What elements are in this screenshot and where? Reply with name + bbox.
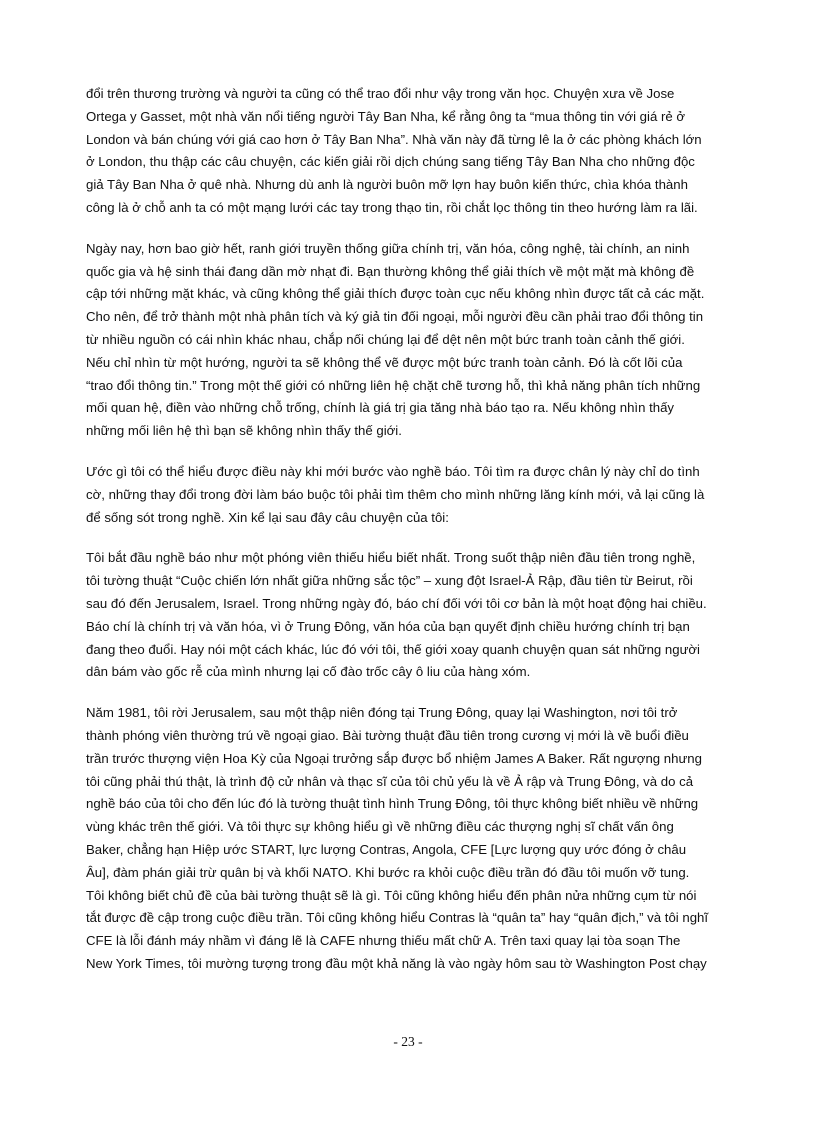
text-line: Tôi không biết chủ đề của bài tường thuật sẽ là gì. Tôi cũng không hiểu đến phân nửa những cụm từ nói xyxy=(86,887,697,903)
text-line: đổi trên thương trường và người ta cũng có thể trao đổi như vậy trong văn học. Chuyện xưa về Jose xyxy=(86,86,675,101)
text-line: Ước gì tôi có thể hiểu được điều này khi mới bước vào nghề báo. Tôi tìm ra được chân lý này chỉ do tình xyxy=(86,463,700,479)
text-line: Baker, chẳng hạn Hiệp ước START, lực lượng Contras, Angola, CFE [Lực lượng quy ước đóng ở châu xyxy=(86,841,687,857)
text-line: Nếu chỉ nhìn từ một hướng, người ta sẽ không thể vẽ được một bức tranh toàn cảnh. Đó là cốt lõi của xyxy=(86,354,683,370)
paragraph-2 xyxy=(86,238,734,443)
paragraph-4 xyxy=(86,547,734,684)
text-line: để sống sót trong nghề. Xin kể lại sau đây câu chuyện của tôi: xyxy=(86,509,449,525)
text-line: cờ, những thay đổi trong đời làm báo buộc tôi phải tìm thêm cho mình những lăng kính mới, vả lại cũng là xyxy=(86,486,705,502)
paragraph-5 xyxy=(86,702,734,976)
text-line: Âu], đàm phán giải trừ quân bị và khối NATO. Khi bước ra khỏi cuộc điều trần đó đầu tôi muốn vỡ tung. xyxy=(86,864,690,880)
page-body xyxy=(86,83,734,994)
text-line: dân bám vào gốc rễ của mình nhưng lại cố đào trốc cây ô liu của hàng xóm. xyxy=(86,664,531,680)
text-line: Tôi bắt đầu nghề báo như một phóng viên thiếu hiểu biết nhất. Trong suốt thập niên đầu tiên trong nghề, xyxy=(86,550,696,566)
text-line: giả Tây Ban Nha ở quê nhà. Nhưng dù anh là người buôn mỡ lợn hay buôn kiến thức, chìa khóa thành xyxy=(86,177,688,193)
text-line: “trao đổi thông tin.” Trong một thế giới có những liên hệ chặt chẽ tương hỗ, thì khả năng phân tích những xyxy=(86,377,701,393)
text-line: những mối liên hệ thì bạn sẽ không nhìn thấy thế giới. xyxy=(86,423,402,439)
text-line: mối quan hệ, điền vào những chỗ trống, chính là giá trị gia tăng nhà báo tạo ra. Nếu không nhìn thấy xyxy=(86,400,675,416)
text-line: Báo chí là chính trị và văn hóa, vì ở Trung Đông, văn hóa của bạn quyết định chiều hướng chính trị bạn xyxy=(86,618,690,634)
text-line: sau đó đến Jerusalem, Israel. Trong những ngày đó, báo chí đối với tôi cơ bản là một hoạt động hai chiều. xyxy=(86,595,707,611)
text-line: đang theo đuổi. Hay nói một cách khác, lúc đó với tôi, thế giới xoay quanh chuyện quan sát những người xyxy=(86,641,700,657)
paragraph-3 xyxy=(86,461,734,529)
text-line: tắt được đề cập trong cuộc điều trần. Tôi cũng không hiểu Contras là “quân ta” hay “quân địch,” và tôi nghĩ xyxy=(86,910,709,926)
text-line: Ngày nay, hơn bao giờ hết, ranh giới truyền thống giữa chính trị, văn hóa, công nghệ, tài chính, an ninh xyxy=(86,240,690,256)
text-line: New York Times, tôi mường tượng trong đầu một khả năng là vào ngày hôm sau tờ Washington Post chạy xyxy=(86,955,707,971)
text-line: trần trước thượng viện Hoa Kỳ của Ngoại trưởng sắp được bổ nhiệm James A Baker. Rất ngượng nhưng xyxy=(86,750,702,766)
text-line: tôi tường thuật “Cuộc chiến lớn nhất giữa những sắc tộc” – xung đột Israel-Ả Rập, đầu tiên từ Beirut, rồi xyxy=(86,573,693,589)
text-line: ở London, thu thập các câu chuyện, các kiến giải rồi dịch chúng sang tiếng Tây Ban Nha cho những độc xyxy=(86,154,695,170)
text-line: Năm 1981, tôi rời Jerusalem, sau một thập niên đóng tại Trung Đông, quay lại Washington, nơi tôi trở xyxy=(86,705,678,721)
text-line: vùng khác trên thế giới. Và tôi thực sự không hiểu gì về những điều các thượng nghị sĩ chất vấn ông xyxy=(86,819,674,835)
page-number: - 23 - xyxy=(393,1034,423,1049)
text-line: từ nhiều nguồn có cái nhìn khác nhau, chắp nối chúng lại để dệt nên một bức tranh toàn cảnh thế giới. xyxy=(86,331,685,347)
text-line: Cho nên, để trở thành một nhà phân tích và ký giả tin đối ngoại, mỗi người đều cần phải trao đổi thông tin xyxy=(86,309,704,325)
text-line: CFE là lỗi đánh máy nhầm vì đáng lẽ là CAFE nhưng thiếu mất chữ A. Trên taxi quay lại tòa soạn The xyxy=(86,933,681,949)
paragraph-1 xyxy=(86,83,734,220)
text-line: công là ở chỗ anh ta có một mạng lưới các tay trong thạo tin, rồi chắt lọc thông tin theo hướng làm ra lãi. xyxy=(86,199,698,215)
text-line: cập tới những mặt khác, và cũng không thể giải thích được toàn cục nếu không nhìn được tất cả các mặt. xyxy=(86,286,705,302)
text-line: Ortega y Gasset, một nhà văn nổi tiếng người Tây Ban Nha, kể rằng ông ta “mua thông tin với giá rẻ ở xyxy=(86,108,685,124)
text-line: thành phóng viên thường trú về ngoại giao. Bài tường thuật đầu tiên trong cương vị mới là về buổi điều xyxy=(86,727,689,743)
text-line: nghề báo của tôi cho đến lúc đó là tường thuật tình hình Trung Đông, tôi thực không biết nhiều về những xyxy=(86,796,699,812)
text-line: tôi cũng phải thú thật, là trình độ cử nhân và thạc sĩ của tôi chủ yếu là về Ả rập và Trung Đông, và do cả xyxy=(86,773,694,789)
text-line: quốc gia và hệ sinh thái đang dần mờ nhạt đi. Bạn thường không thể giải thích về một mặt mà không đề xyxy=(86,263,695,279)
text-line: London và bán chúng với giá cao hơn ở Tây Ban Nha”. Nhà văn này đã từng lê la ở các phòng khách lớn xyxy=(86,131,702,147)
